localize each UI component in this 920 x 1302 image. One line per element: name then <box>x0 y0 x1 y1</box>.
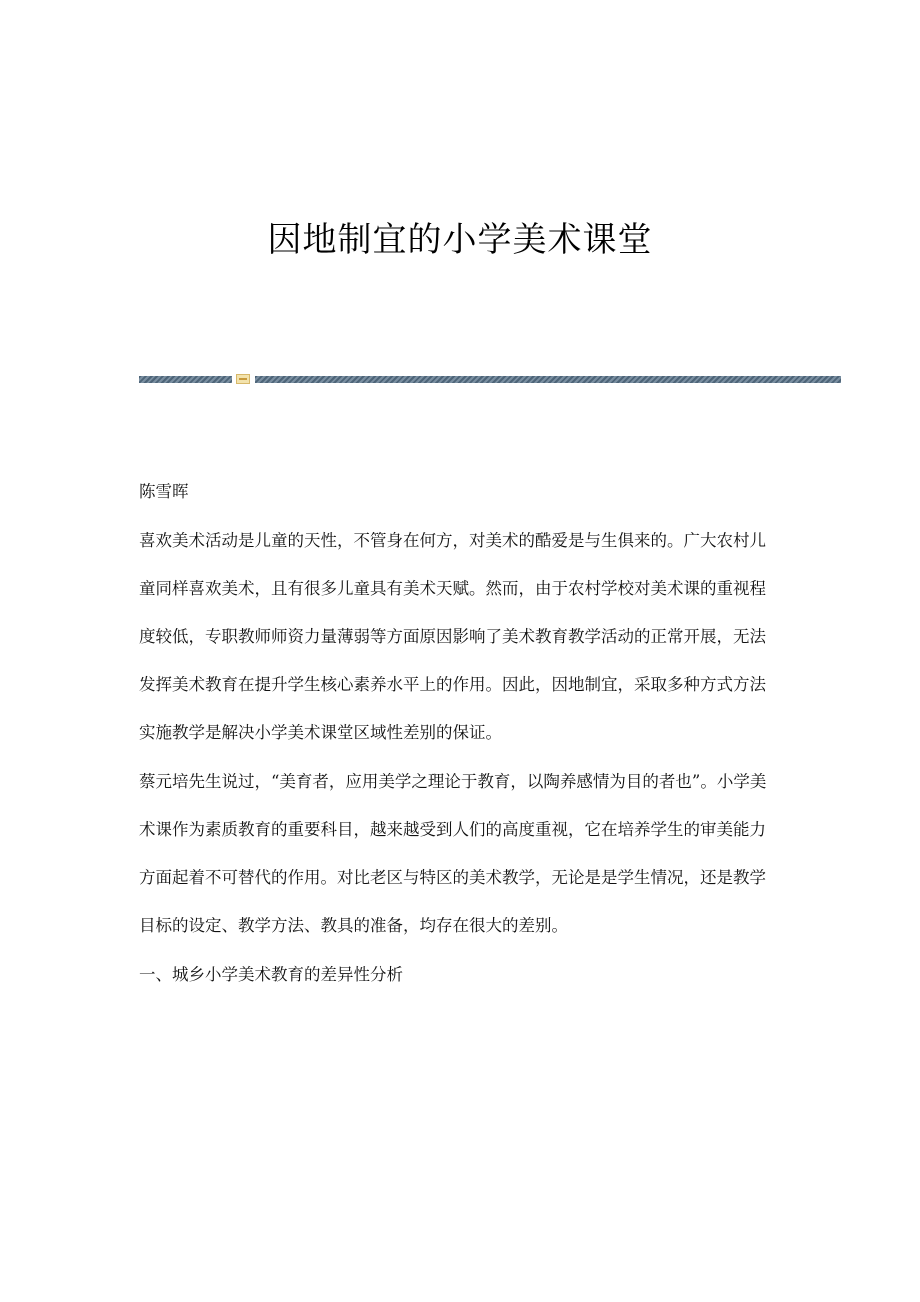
paragraph-1: 喜欢美术活动是儿童的天性，不管身在何方，对美术的酷爱是与生俱来的。广大农村儿童同样喜欢美术，且有很多儿童具有美术天赋。然而，由于农村学校对美术课的重视程度较低，专职教师师资力量薄弱等方面原因影响了美术教育教学活动的正常开展，无法发挥美术教育在提升学生核心素养水平上的作用。因此，因地制宜，采取多种方式方法实施教学是解决小学美术课堂区域性差别的保证。 <box>139 531 766 742</box>
divider-ornament-icon <box>236 374 250 384</box>
section-heading: 一、城乡小学美术教育的差异性分析 <box>139 965 403 984</box>
divider-bar-right <box>255 376 841 383</box>
divider-bar-left <box>139 376 232 383</box>
document-body <box>139 468 781 1000</box>
document-title: 因地制宜的小学美术课堂 <box>267 220 653 260</box>
title-divider <box>139 373 841 385</box>
paragraph-2: 蔡元培先生说过，“美育者，应用美学之理论于教育，以陶养感情为目的者也”。小学美术课作为素质教育的重要科目，越来越受到人们的高度重视，它在培养学生的审美能力方面起着不可替代的作用。对比老区与特区的美术教学，无论是是学生情况，还是教学目标的设定、教学方法、教具的准备，均存在很大的差别。 <box>139 772 767 935</box>
author-name: 陈雪晖 <box>139 482 189 501</box>
